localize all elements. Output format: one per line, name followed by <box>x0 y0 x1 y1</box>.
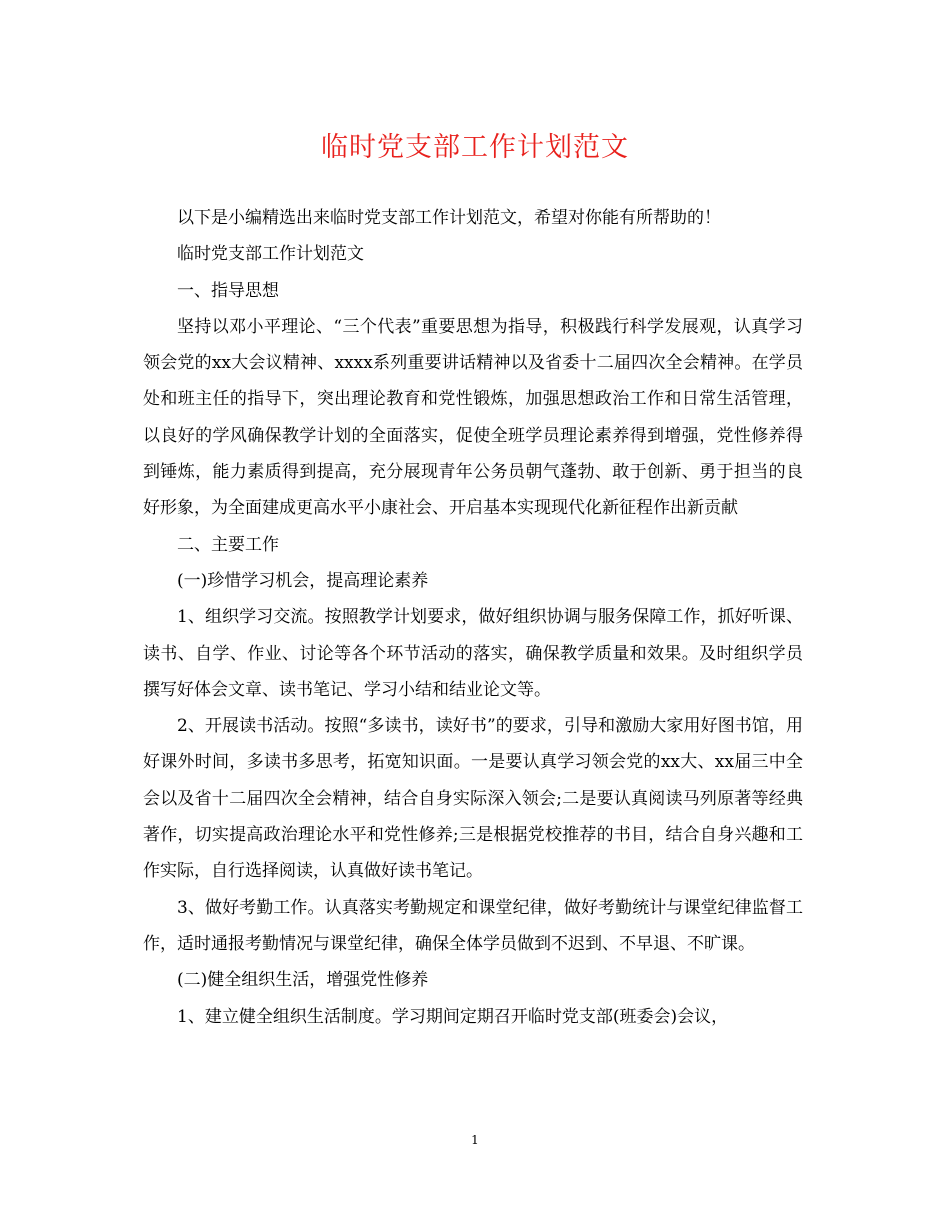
section-heading-main-work: 二、主要工作 <box>177 534 279 555</box>
document-body <box>143 200 803 1035</box>
reading-activity-paragraph: 2、开展读书活动。按照“多读书，读好书”的要求，引导和激励大家用好图书馆，用好课外时间，多读书多思考，拓宽知识面。一是要认真学习领会党的xx大、xx届三中全会以及省十二届四次全会精神，结合自身实际深入领会;二是要认真阅读马列原著等经典著作，切实提高政治理论水平和党性修养;三是根据党校推荐的书目，结合自身兴趣和工作实际，自行选择阅读，认真做好读书笔记。 <box>143 716 803 882</box>
attendance-paragraph: 3、做好考勤工作。认真落实考勤规定和课堂纪律，做好考勤统计与课堂纪律监督工作，适时通报考勤情况与课堂纪律，确保全体学员做到不迟到、不早退、不旷课。 <box>143 897 803 954</box>
subsection-heading-study: (一)珍惜学习机会，提高理论素养 <box>177 570 429 591</box>
subsection-heading-organization: (二)健全组织生活，增强党性修养 <box>177 970 429 991</box>
section-heading-guiding-thought: 一、指导思想 <box>177 280 279 301</box>
guiding-thought-paragraph: 坚持以邓小平理论、“三个代表”重要思想为指导，积极践行科学发展观，认真学习领会党的xx大会议精神、xxxx系列重要讲话精神以及省委十二届四次全会精神。在学员处和班主任的指导下，突出理论教育和党性锻炼，加强思想政治工作和日常生活管理，以良好的学风确保教学计划的全面落实，促使全班学员理论素养得到增强，党性修养得到锤炼，能力素质得到提高，充分展现青年公务员朝气蓬勃、敢于创新、勇于担当的良好形象，为全面建成更高水平小康社会、开启基本实现现代化新征程作出新贡献 <box>143 316 803 519</box>
study-exchange-paragraph: 1、组织学习交流。按照教学计划要求，做好组织协调与服务保障工作，抓好听课、读书、自学、作业、讨论等各个环节活动的落实，确保教学质量和效果。及时组织学员撰写好体会文章、读书笔记、学习小结和结业论文等。 <box>143 607 803 700</box>
page-number: 1 <box>471 1133 479 1147</box>
organization-system-paragraph: 1、建立健全组织生活制度。学习期间定期召开临时党支部(班委会)会议， <box>177 1006 729 1027</box>
subtitle-paragraph: 临时党支部工作计划范文 <box>177 244 364 265</box>
document-title: 临时党支部工作计划范文 <box>321 132 629 163</box>
intro-paragraph: 以下是小编精选出来临时党支部工作计划范文，希望对你能有所帮助的！ <box>177 208 721 228</box>
